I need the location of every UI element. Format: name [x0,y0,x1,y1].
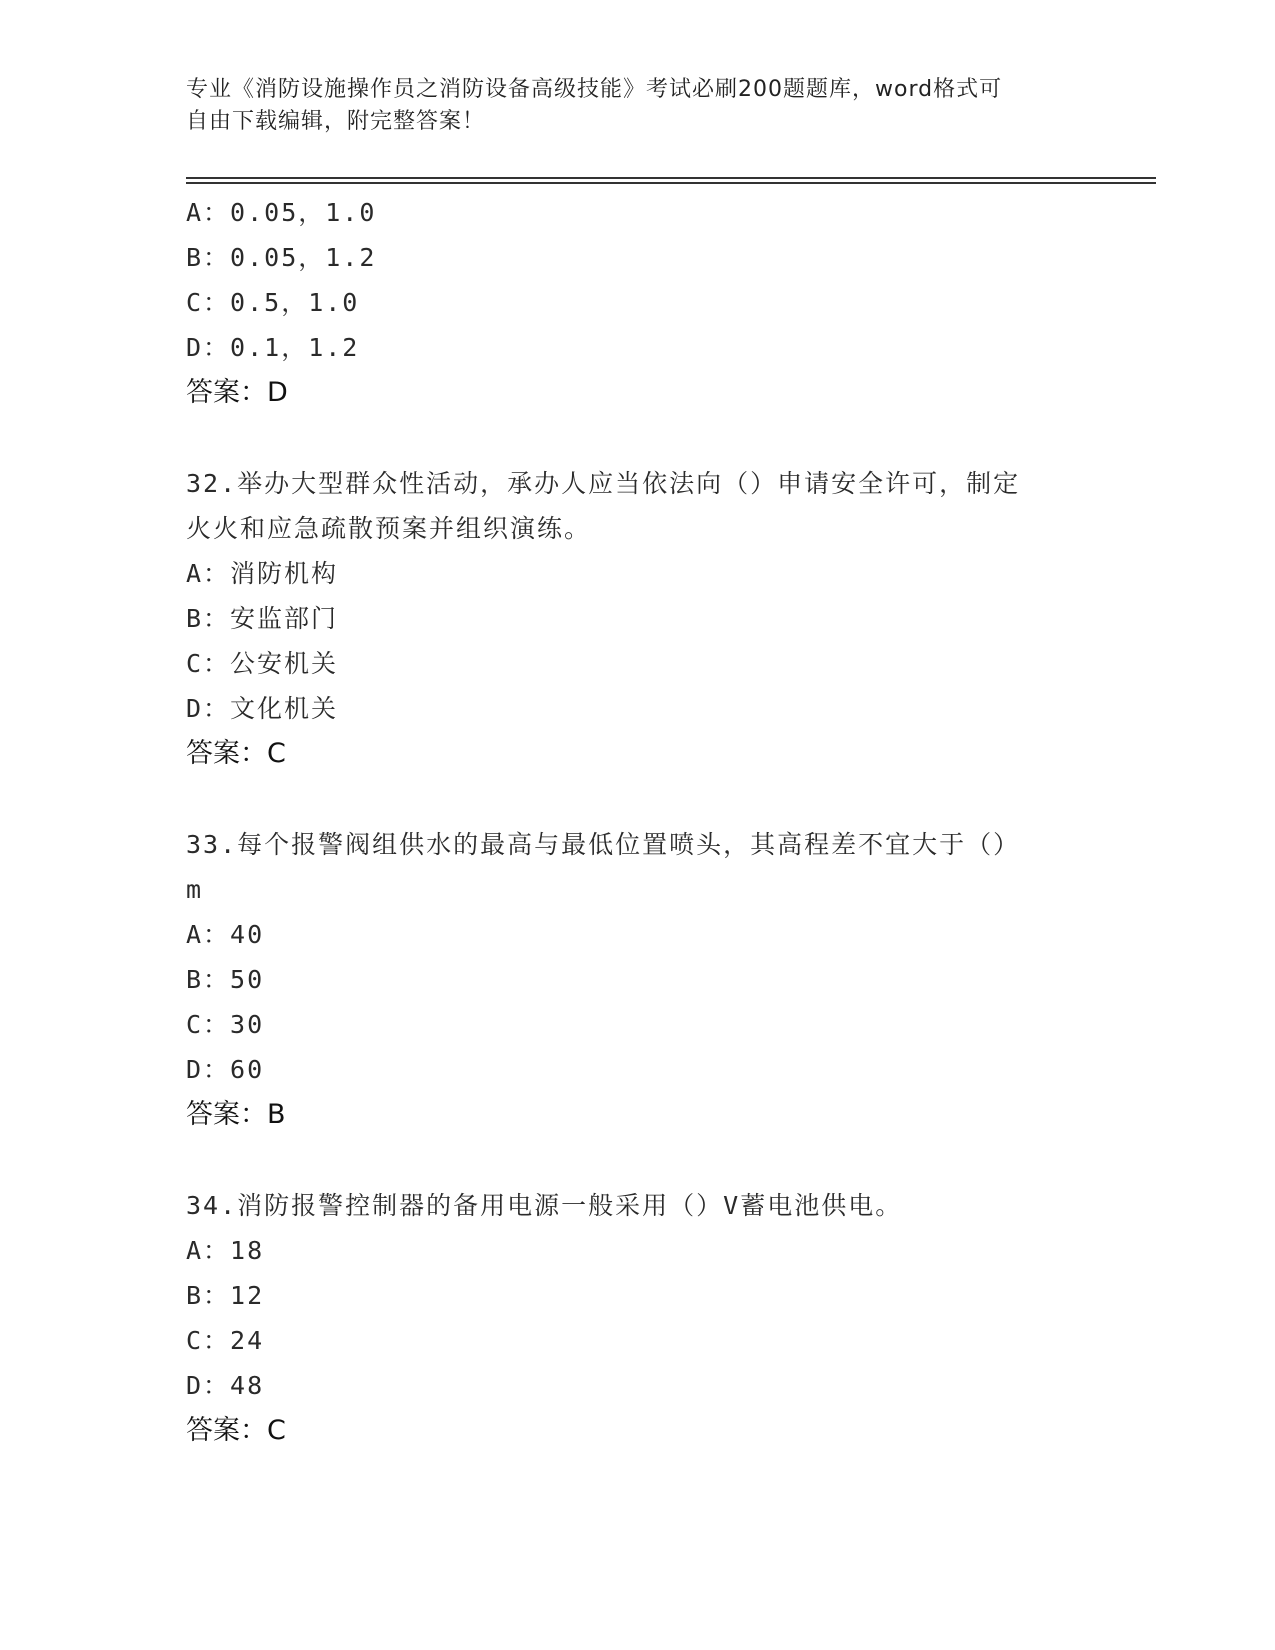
option-c: C：24 [186,1326,265,1355]
option-c: C：0.5，1.0 [186,288,360,317]
option-c: C：公安机关 [186,649,339,678]
question-33 [186,822,1086,1137]
option-a: A：18 [186,1236,265,1265]
question-list [186,190,1086,1453]
option-c: C：30 [186,1010,265,1039]
answer: 答案：B [186,1099,286,1130]
header-rule-bottom [186,182,1156,184]
option-b: B：50 [186,965,265,994]
question-stem: 32.举办大型群众性活动，承办人应当依法向（）申请安全许可，制定 [186,469,1021,498]
spacer [186,1137,1086,1183]
answer: 答案：D [186,377,288,408]
header-line-1: 专业《消防设施操作员之消防设备高级技能》考试必刷200题题库，word格式可 [186,77,1003,102]
option-d: D：60 [186,1055,265,1084]
option-b: B：12 [186,1281,265,1310]
answer: 答案：C [186,1415,286,1446]
question-32 [186,461,1086,776]
option-a: A：40 [186,920,265,949]
spacer [186,776,1086,822]
question-31 [186,190,1086,415]
spacer [186,415,1086,461]
option-d: D：0.1，1.2 [186,333,360,362]
header-line-2: 自由下载编辑，附完整答案！ [186,109,486,134]
option-a: A：0.05，1.0 [186,198,377,227]
option-b: B：安监部门 [186,604,339,633]
option-d: D：48 [186,1371,265,1400]
header-rule-top [186,177,1156,179]
question-stem: 33.每个报警阀组供水的最高与最低位置喷头，其高程差不宜大于（） [186,830,1021,859]
question-34 [186,1183,1086,1453]
option-d: D：文化机关 [186,694,339,723]
question-stem: 34.消防报警控制器的备用电源一般采用（）V蓄电池供电。 [186,1191,903,1220]
question-stem-continued: m [186,875,204,904]
option-a: A：消防机构 [186,559,339,588]
question-stem-continued: 火火和应急疏散预案并组织演练。 [186,514,592,543]
answer: 答案：C [186,738,286,769]
option-b: B：0.05，1.2 [186,243,377,272]
document-header [186,74,1066,138]
